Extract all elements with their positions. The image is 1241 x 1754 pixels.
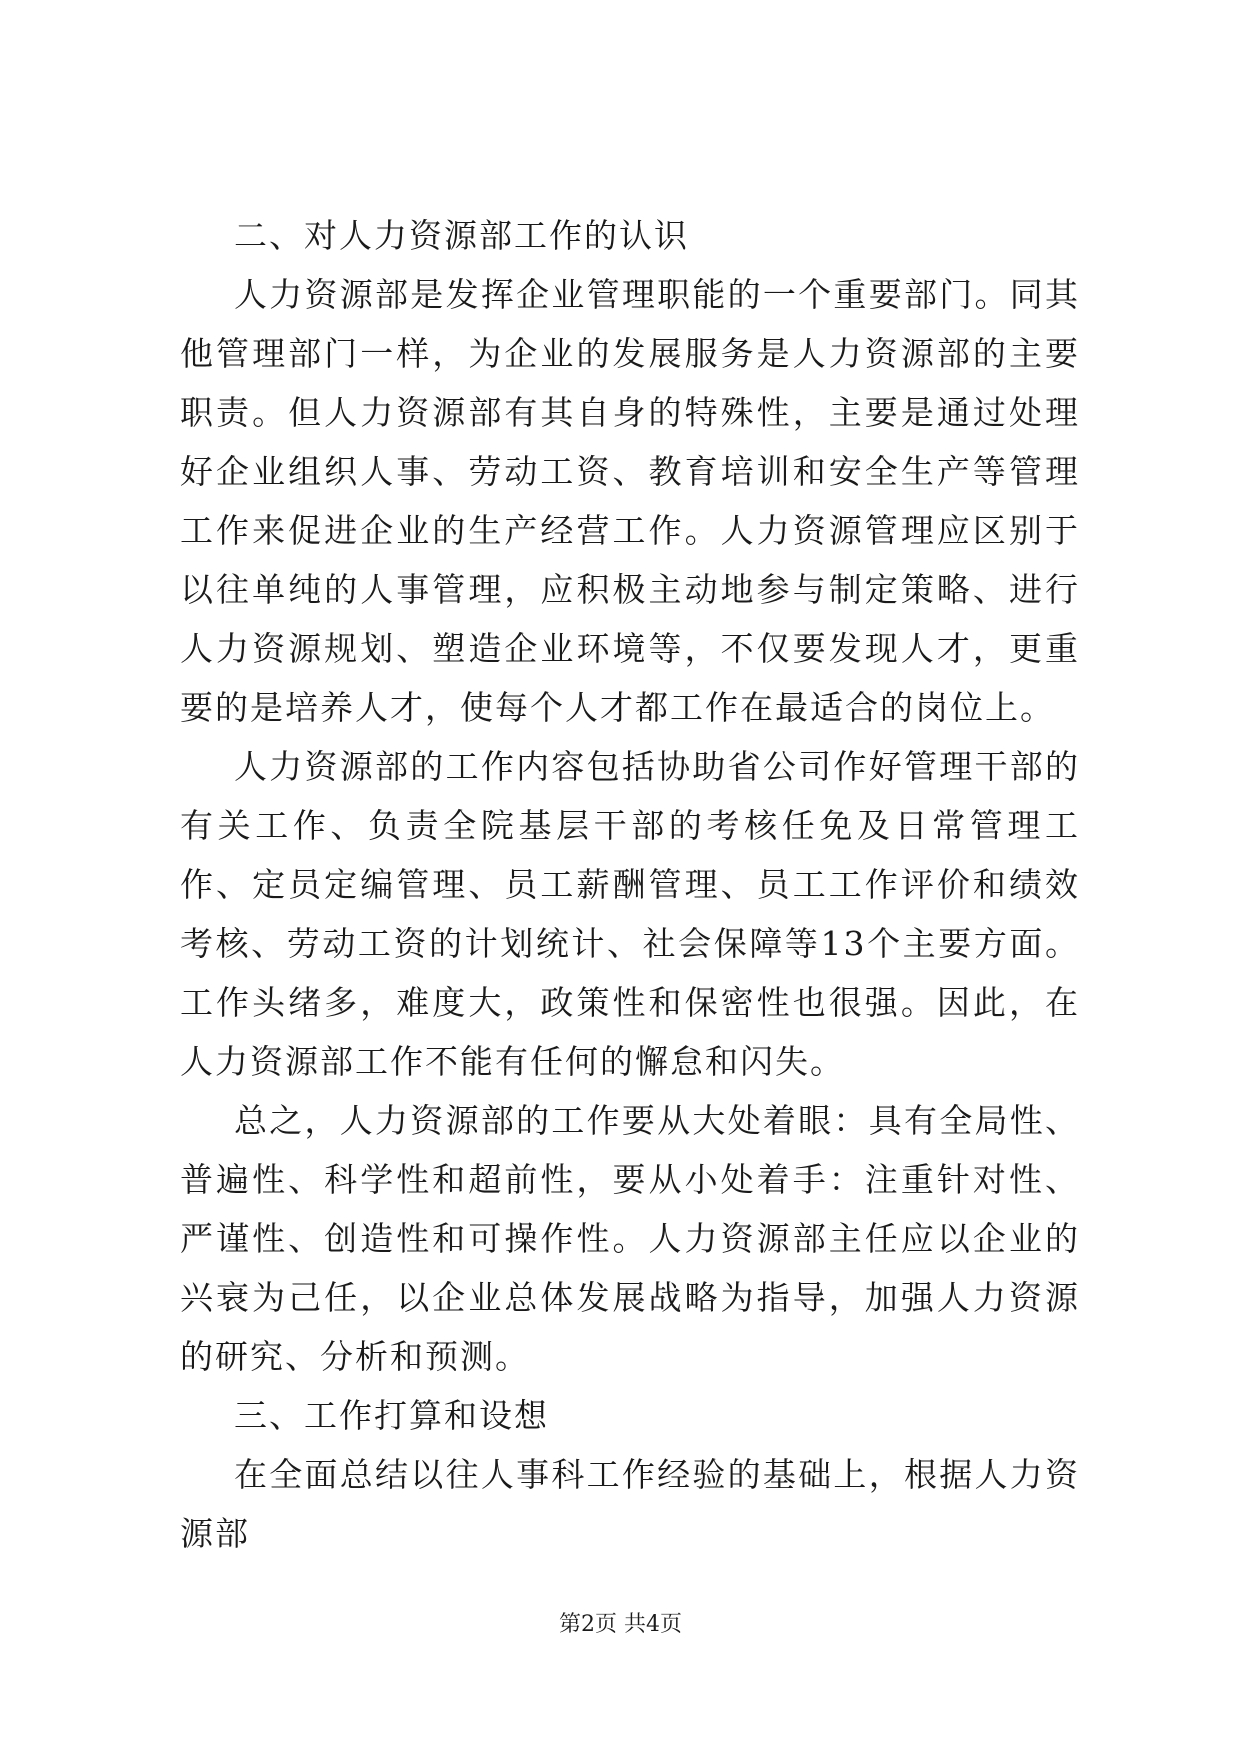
paragraph-plans: 在全面总结以往人事科工作经验的基础上，根据人力资源部	[180, 1455, 1080, 1553]
page-footer: 第2页 共4页	[559, 1612, 682, 1637]
section-heading-2: 二、对人力资源部工作的认识	[234, 216, 689, 255]
paragraph-hr-role: 人力资源部是发挥企业管理职能的一个重要部门。同其他管理部门一样，为企业的发展服务是人力资源部的主要职责。但人力资源部有其自身的特殊性，主要是通过处理好企业组织人事、劳动工资、教育培训和安全生产等管理工作来促进企业的生产经营工作。人力资源管理应区别于以往单纯的人事管理，应积极主动地参与制定策略、进行人力资源规划、塑造企业环境等，不仅要发现人才，更重要的是培养人才，使每个人才都工作在最适合的岗位上。	[180, 275, 1080, 727]
paragraph-summary: 总之，人力资源部的工作要从大处着眼：具有全局性、普遍性、科学性和超前性，要从小处着手：注重针对性、严谨性、创造性和可操作性。人力资源部主任应以企业的兴衰为己任，以企业总体发展战略为指导，加强人力资源的研究、分析和预测。	[180, 1101, 1080, 1376]
paragraph-hr-duties: 人力资源部的工作内容包括协助省公司作好管理干部的有关工作、负责全院基层干部的考核任免及日常管理工作、定员定编管理、员工薪酬管理、员工工作评价和绩效考核、劳动工资的计划统计、社会保障等13个主要方面。工作头绪多，难度大，政策性和保密性也很强。因此，在人力资源部工作不能有任何的懈怠和闪失。	[180, 747, 1080, 1081]
section-heading-3: 三、工作打算和设想	[234, 1396, 549, 1435]
document-body	[180, 206, 1080, 1563]
